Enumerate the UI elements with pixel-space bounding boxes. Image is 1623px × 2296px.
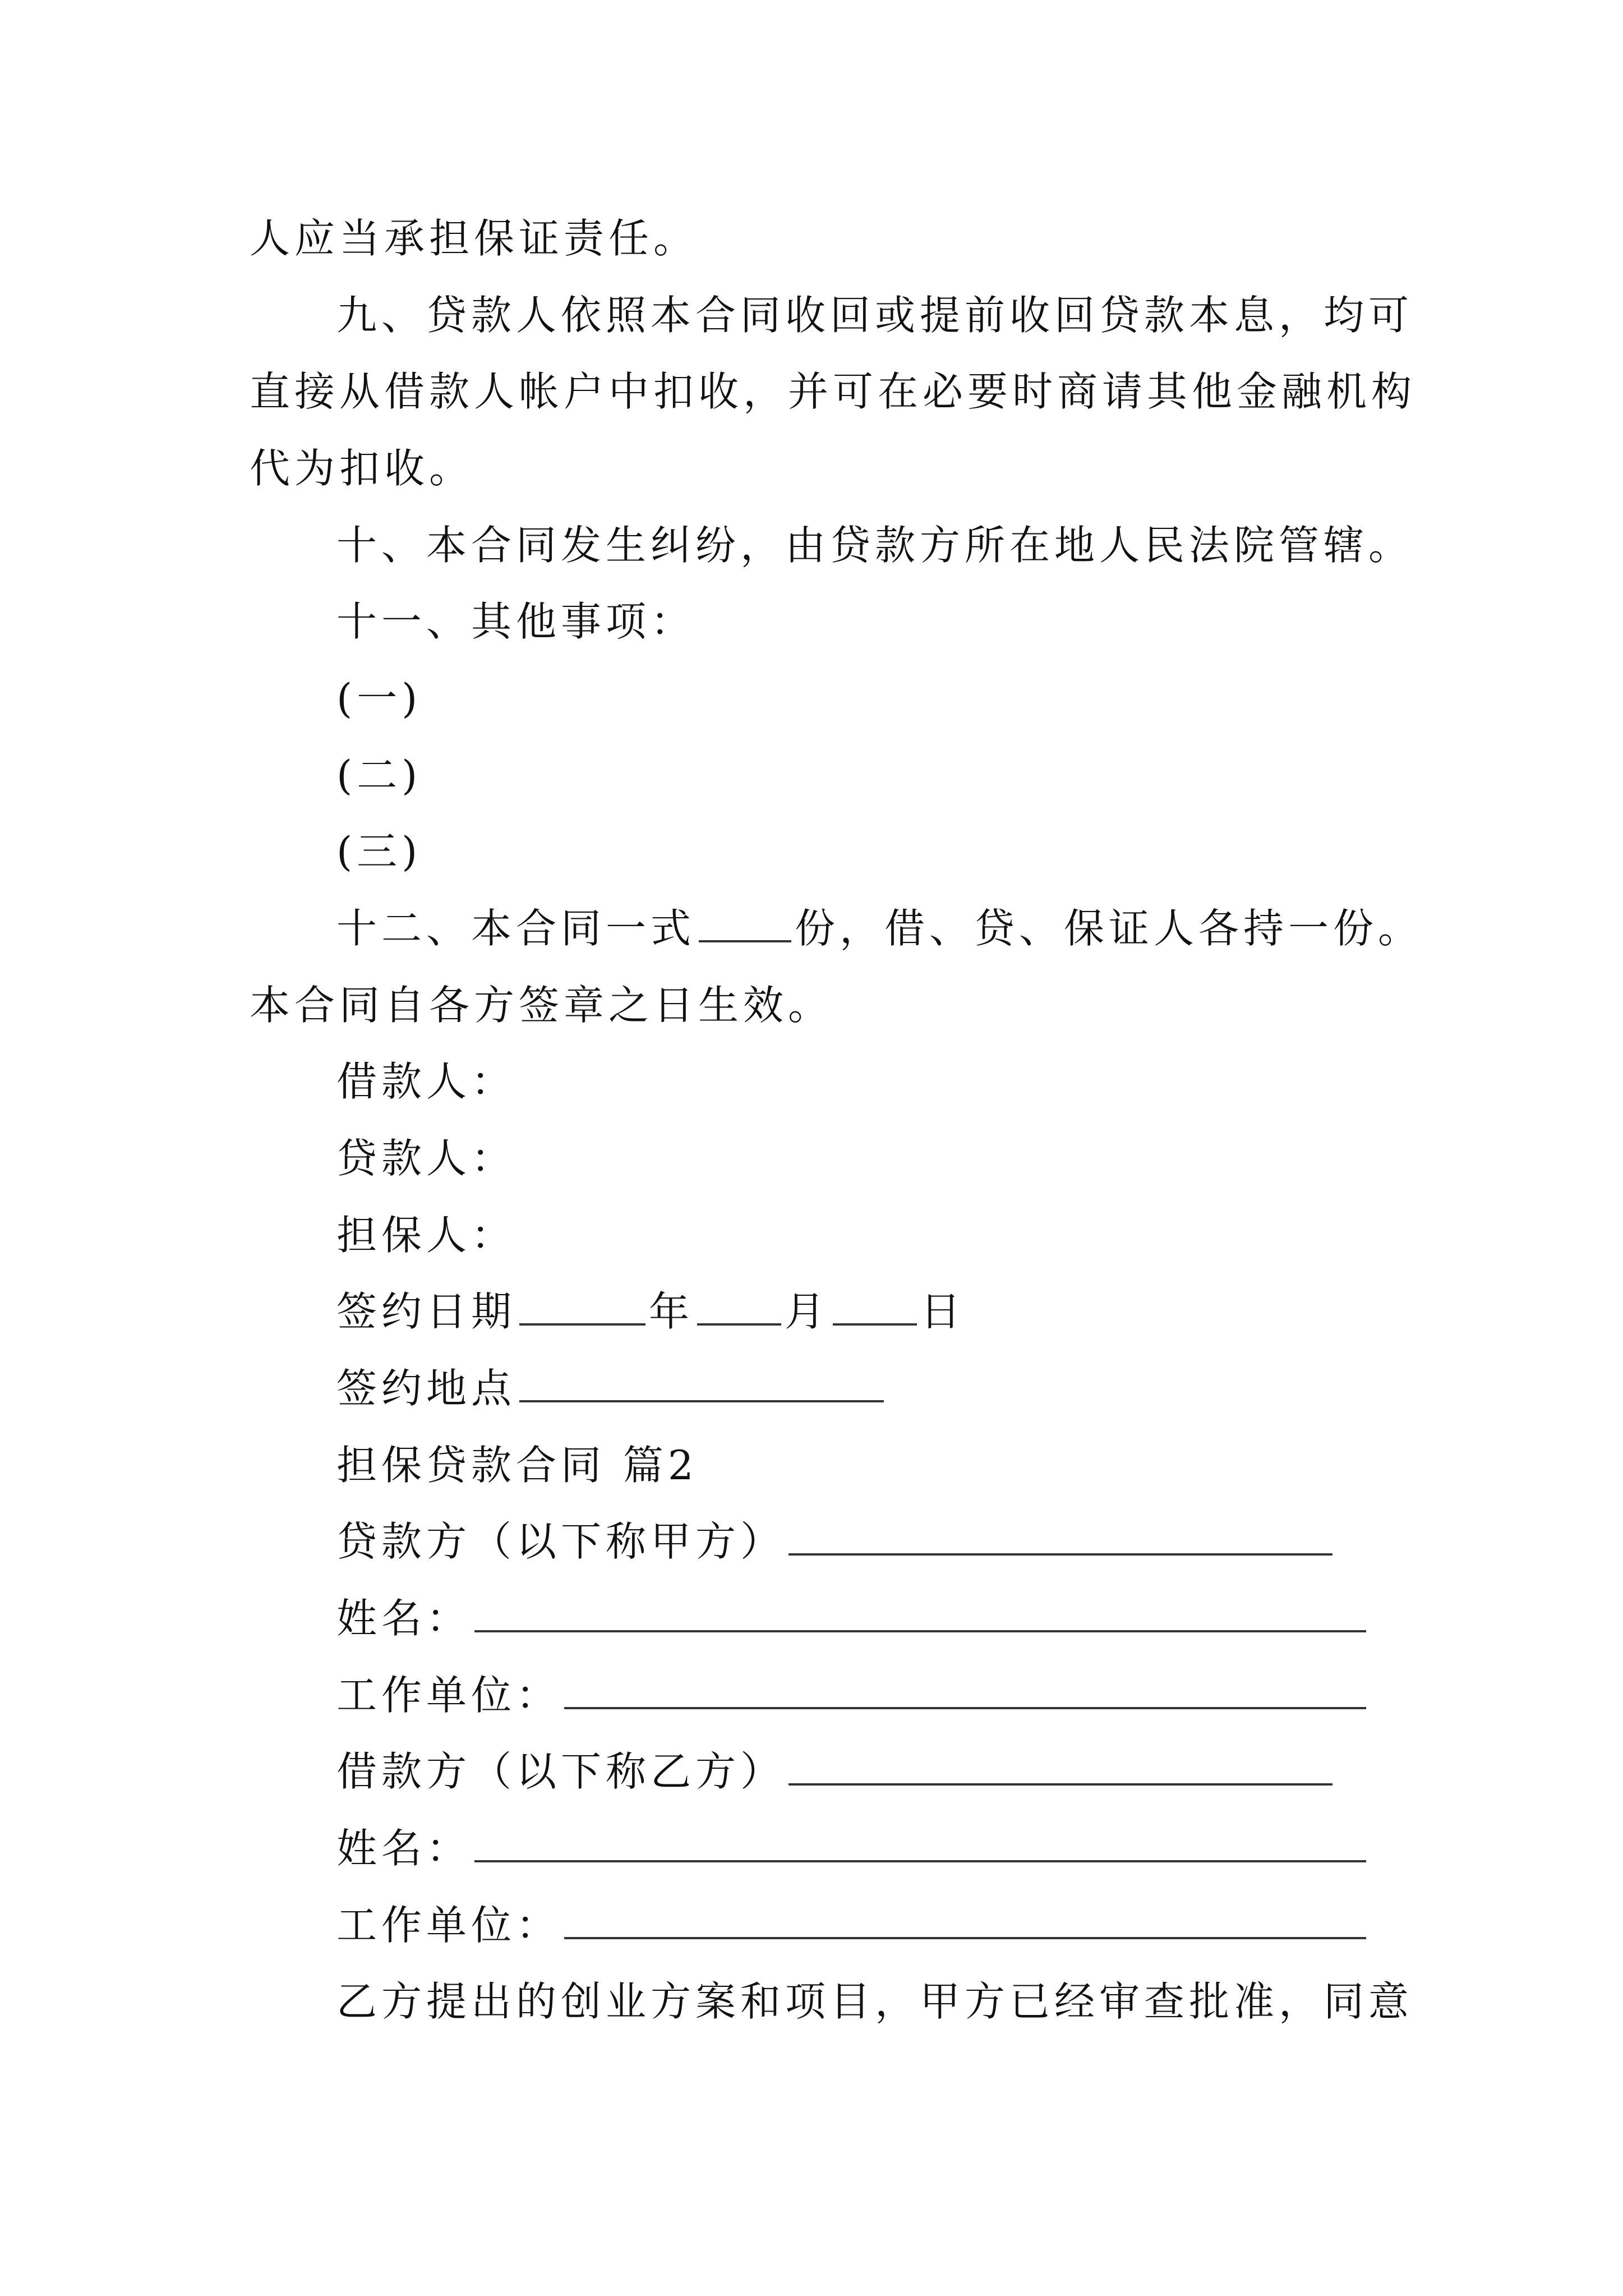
party-a-line [336, 1511, 1336, 1572]
text-line: 九、贷款人依照本合同收回或提前收回贷款本息，均可 [336, 292, 1414, 339]
work-a-label: 工作单位： [336, 1672, 561, 1719]
party-a-blank[interactable] [789, 1521, 1332, 1556]
text-line: 十一、其他事项： [336, 598, 696, 645]
text-line: 人应当承担保证责任。 [250, 215, 699, 262]
work-a-line [336, 1664, 1370, 1726]
sign-place-label: 签约地点 [336, 1365, 517, 1412]
party-b-line [336, 1741, 1336, 1802]
sign-place-line [336, 1358, 887, 1419]
guarantor-label: 担保人： [336, 1212, 517, 1259]
copies-blank[interactable] [699, 908, 791, 942]
effective-line: 本合同自各方签章之日生效。 [250, 982, 833, 1029]
borrower-label: 借款人： [336, 1058, 517, 1105]
copies-after: 份，借、贷、保证人各持一份。 [795, 905, 1423, 952]
year-label: 年 [649, 1288, 694, 1335]
name-b-label: 姓名： [336, 1825, 472, 1872]
month-blank[interactable] [697, 1291, 781, 1326]
name-a-line [336, 1588, 1370, 1649]
copies-before: 十二、本合同一式 [336, 905, 696, 952]
text-line: 直接从借款人帐户中扣收，并可在必要时商请其他金融机构 [250, 368, 1417, 415]
day-label: 日 [920, 1288, 966, 1335]
party-b-blank[interactable] [789, 1751, 1332, 1786]
work-b-label: 工作单位： [336, 1902, 561, 1949]
text-line: 十、本合同发生纠纷，由贷款方所在地人民法院管辖。 [336, 522, 1414, 569]
sign-date-label: 签约日期 [336, 1288, 517, 1335]
party-b-label: 借款方（以下称乙方） [336, 1748, 786, 1795]
day-blank[interactable] [833, 1291, 917, 1326]
work-b-blank[interactable] [564, 1904, 1366, 1939]
work-a-blank[interactable] [564, 1674, 1366, 1709]
month-label: 月 [785, 1288, 830, 1335]
name-b-line [336, 1818, 1370, 1879]
text-line: 代为扣收。 [250, 445, 474, 492]
name-b-blank[interactable] [474, 1828, 1366, 1862]
text-line: (二) [336, 752, 422, 799]
name-a-label: 姓名： [336, 1595, 472, 1642]
section-title: 担保贷款合同 篇2 [336, 1442, 698, 1489]
party-a-label: 贷款方（以下称甲方） [336, 1518, 786, 1565]
copies-line [336, 898, 1423, 959]
place-blank[interactable] [519, 1368, 884, 1402]
year-blank[interactable] [519, 1291, 645, 1326]
text-line: (一) [336, 675, 422, 722]
sign-date-line [336, 1281, 965, 1342]
name-a-blank[interactable] [474, 1598, 1366, 1632]
lender-label: 贷款人： [336, 1135, 517, 1182]
text-line: 乙方提出的创业方案和项目，甲方已经审查批准，同意 [336, 1978, 1414, 2025]
text-line: (三) [336, 828, 422, 875]
work-b-line [336, 1894, 1370, 1956]
